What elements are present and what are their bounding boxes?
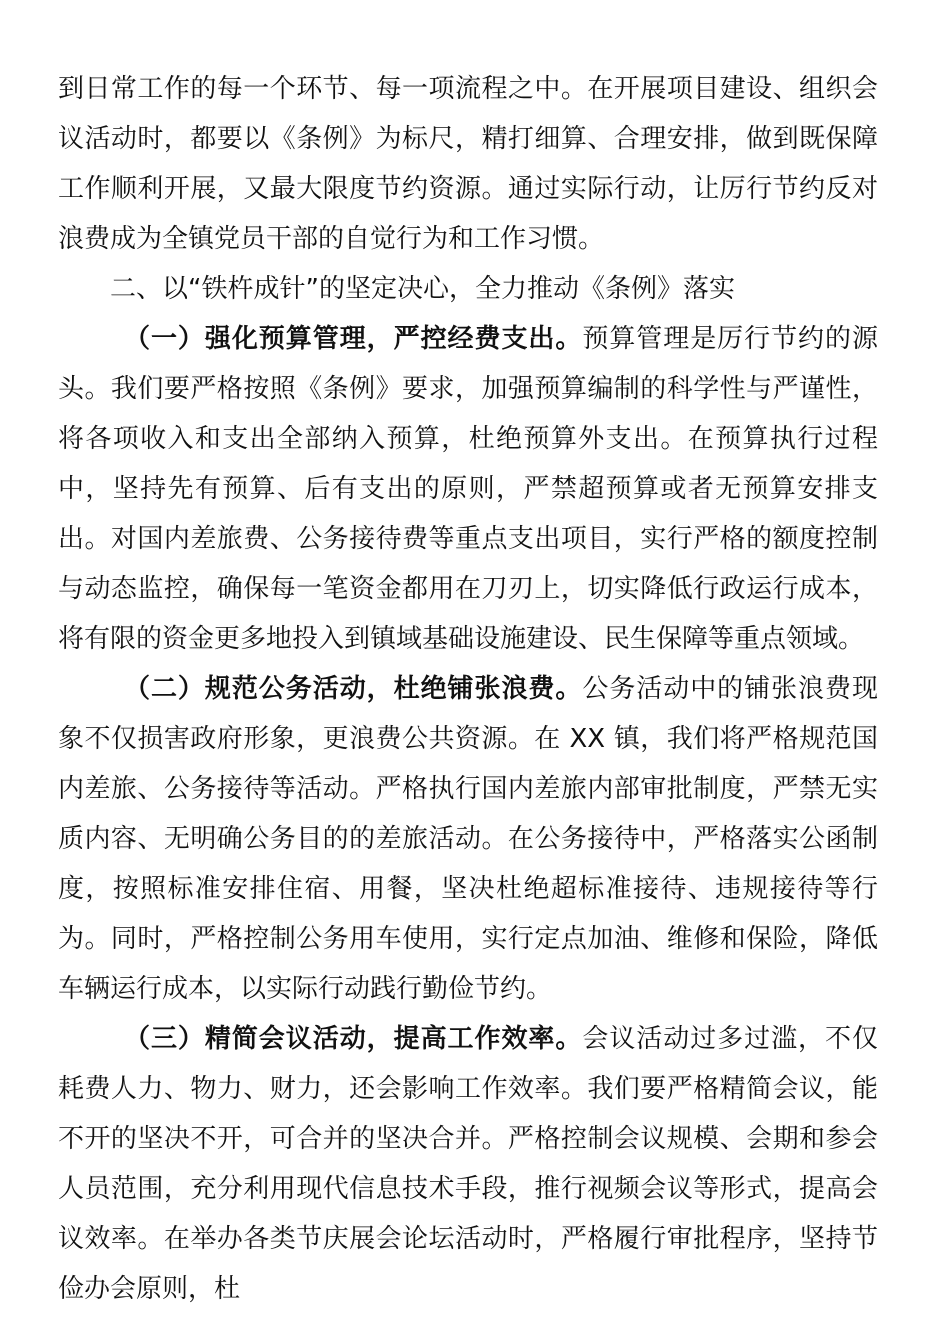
paragraph-text: 到日常工作的每一个环节、每一项流程之中。在开展项目建设、组织会议活动时，都要以《条例》为标尺，精打细算、合理安排，做到既保障工作顺利开展，又最大限度节约资源。通过实际行动，让厉行节约反对浪费成为全镇党员干部的自觉行为和工作习惯。 bbox=[58, 74, 878, 254]
paragraph-continuation bbox=[58, 64, 878, 264]
section-heading bbox=[58, 264, 878, 314]
paragraph-lead: （二）规范公务活动，杜绝铺张浪费。 bbox=[124, 674, 583, 704]
paragraph-meetings bbox=[58, 1014, 878, 1314]
paragraph-official-activities bbox=[58, 664, 878, 1014]
paragraph-lead: （一）强化预算管理，严控经费支出。 bbox=[124, 324, 583, 354]
paragraph-budget bbox=[58, 314, 878, 664]
paragraph-text: 预算管理是厉行节约的源头。我们要严格按照《条例》要求，加强预算编制的科学性与严谨性，将各项收入和支出全部纳入预算，杜绝预算外支出。在预算执行过程中，坚持先有预算、后有支出的原则，严禁超预算或者无预算安排支出。对国内差旅费、公务接待费等重点支出项目，实行严格的额度控制与动态监控，确保每一笔资金都用在刀刃上，切实降低行政运行成本，将有限的资金更多地投入到镇域基础设施建设、民生保障等重点领域。 bbox=[58, 324, 878, 654]
paragraph-text: 公务活动中的铺张浪费现象不仅损害政府形象，更浪费公共资源。在 XX 镇，我们将严格规范国内差旅、公务接待等活动。严格执行国内差旅内部审批制度，严禁无实质内容、无明确公务目的的差旅活动。在公务接待中，严格落实公函制度，按照标准安排住宿、用餐，坚决杜绝超标准接待、违规接待等行为。同时，严格控制公务用车使用，实行定点加油、维修和保险，降低车辆运行成本，以实际行动践行勤俭节约。 bbox=[58, 674, 878, 1004]
paragraph-lead: （三）精简会议活动，提高工作效率。 bbox=[124, 1024, 583, 1054]
paragraph-text: 会议活动过多过滥，不仅耗费人力、物力、财力，还会影响工作效率。我们要严格精简会议，能不开的坚决不开，可合并的坚决合并。严格控制会议规模、会期和参会人员范围，充分利用现代信息技术手段，推行视频会议等形式，提高会议效率。在举办各类节庆展会论坛活动时，严格履行审批程序，坚持节俭办会原则，杜 bbox=[58, 1024, 878, 1304]
section-heading-text: 二、以“铁杵成针”的坚定决心，全力推动《条例》落实 bbox=[110, 274, 735, 304]
document-page bbox=[58, 64, 878, 1314]
